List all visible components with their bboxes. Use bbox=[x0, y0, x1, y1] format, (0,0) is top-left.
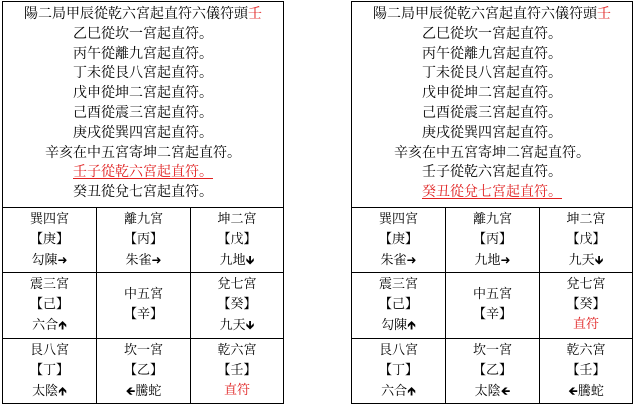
palace-deity: 🡸騰蛇 bbox=[568, 384, 604, 399]
palace-cell bbox=[446, 273, 540, 339]
palace-stem: 【壬】 bbox=[566, 363, 606, 378]
palace-stem: 【丙】 bbox=[472, 232, 512, 247]
palace-cell bbox=[3, 273, 97, 339]
palace-cell bbox=[3, 208, 97, 273]
arrow-left-icon: 🡸 bbox=[500, 384, 511, 398]
text-line: 乙巳從坎一宮起直符。 bbox=[73, 25, 213, 42]
palace-name: 震三宮 bbox=[378, 277, 418, 292]
palace-cell bbox=[97, 339, 191, 404]
palace-cell bbox=[446, 208, 540, 273]
palace-name: 震三宮 bbox=[29, 277, 69, 292]
palace-deity: 九地➜ bbox=[474, 253, 511, 268]
arrow-down-icon: 🡻 bbox=[245, 318, 255, 332]
palace-stem: 【乙】 bbox=[123, 363, 163, 378]
palace-stem: 【丁】 bbox=[29, 363, 69, 378]
arrow-down-icon: 🡻 bbox=[594, 253, 604, 267]
header-line bbox=[352, 5, 632, 25]
palace-name: 兌七宮 bbox=[217, 277, 257, 292]
text-line: 丙午從離九宮起直符。 bbox=[73, 45, 213, 62]
arrow-up-icon: 🡹 bbox=[407, 318, 416, 332]
text-line: 辛亥在中五宮寄坤二宮起直符。 bbox=[394, 144, 590, 161]
palace-deity: 🡸騰蛇 bbox=[125, 384, 162, 399]
palace-cell bbox=[540, 339, 632, 404]
palace-stem: 【癸】 bbox=[217, 297, 257, 312]
palace-cell bbox=[3, 339, 97, 404]
palace-stem: 【戊】 bbox=[217, 232, 257, 247]
palace-cell bbox=[191, 273, 283, 339]
palace-cell bbox=[540, 273, 632, 339]
palace-name: 離九宮 bbox=[123, 212, 163, 227]
arrow-up-icon: 🡹 bbox=[58, 384, 67, 398]
left-panel bbox=[2, 1, 284, 404]
text-line: 丁未從艮八宮起直符。 bbox=[422, 65, 562, 82]
palace-stem: 【辛】 bbox=[472, 307, 512, 322]
header-suffix: 壬 bbox=[597, 6, 611, 22]
text-line: 戊申從坤二宮起直符。 bbox=[422, 85, 562, 102]
arrow-left-icon: 🡸 bbox=[125, 384, 136, 398]
palace-stem: 【己】 bbox=[29, 297, 69, 312]
palace-deity: 太陰🡸 bbox=[474, 384, 511, 399]
palace-deity: 朱雀➜ bbox=[125, 253, 162, 268]
arrow-up-icon: 🡹 bbox=[407, 384, 416, 398]
arrow-right-icon: ➜ bbox=[500, 253, 511, 267]
text-line: 己酉從震三宮起直符。 bbox=[73, 104, 213, 121]
arrow-up-icon: 🡹 bbox=[58, 318, 67, 332]
arrow-right-icon: ➜ bbox=[57, 253, 68, 267]
palace-cell bbox=[352, 339, 446, 404]
palace-name: 坎一宮 bbox=[123, 343, 163, 358]
palace-cell bbox=[97, 273, 191, 339]
text-line: 乙巳從坎一宮起直符。 bbox=[422, 25, 562, 42]
palace-deity: 直符 bbox=[223, 383, 250, 398]
palace-cell bbox=[97, 208, 191, 273]
text-line: 癸丑從兌七宮起直符。 bbox=[73, 184, 213, 201]
right-text-block bbox=[352, 2, 632, 208]
text-line: 己酉從震三宮起直符。 bbox=[422, 104, 562, 121]
header-prefix: 陽二局甲辰從乾六宮起直符六儀符頭 bbox=[373, 6, 597, 22]
palace-name: 坤二宮 bbox=[566, 212, 606, 227]
palace-name: 乾六宮 bbox=[217, 343, 257, 358]
arrow-right-icon: ➜ bbox=[151, 253, 162, 267]
text-line: 辛亥在中五宮寄坤二宮起直符。 bbox=[45, 144, 241, 161]
arrow-right-icon: ➜ bbox=[406, 253, 417, 267]
text-line: 丁未從艮八宮起直符。 bbox=[73, 65, 213, 82]
header-prefix: 陽二局甲辰從乾六宮起直符六儀符頭 bbox=[24, 6, 248, 22]
palace-name: 兌七宮 bbox=[566, 277, 606, 292]
palace-deity: 九天🡻 bbox=[219, 318, 255, 333]
palace-name: 中五宮 bbox=[123, 287, 163, 302]
header-suffix: 壬 bbox=[248, 6, 262, 22]
text-line: 戊申從坤二宮起直符。 bbox=[73, 85, 213, 102]
palace-cell bbox=[191, 208, 283, 273]
arrow-down-icon: 🡻 bbox=[245, 253, 255, 267]
palace-deity: 九天🡻 bbox=[568, 253, 604, 268]
palace-cell bbox=[540, 208, 632, 273]
highlighted-line: 癸丑從兌七宮起直符。 bbox=[422, 184, 562, 201]
palace-name: 乾六宮 bbox=[566, 343, 606, 358]
palace-name: 艮八宮 bbox=[378, 343, 418, 358]
arrow-left-icon: 🡸 bbox=[568, 384, 578, 398]
palace-name: 艮八宮 bbox=[29, 343, 69, 358]
palace-name: 坤二宮 bbox=[217, 212, 257, 227]
text-line: 丙午從離九宮起直符。 bbox=[422, 45, 562, 62]
palace-cell bbox=[446, 339, 540, 404]
palace-deity: 勾陳➜ bbox=[31, 253, 68, 268]
palace-deity: 六合🡹 bbox=[381, 384, 416, 399]
palace-deity: 朱雀➜ bbox=[380, 253, 417, 268]
palace-deity: 太陰🡹 bbox=[32, 384, 67, 399]
palace-stem: 【乙】 bbox=[472, 363, 512, 378]
palace-stem: 【戊】 bbox=[566, 232, 606, 247]
palace-stem: 【丁】 bbox=[378, 363, 418, 378]
palace-cell bbox=[352, 273, 446, 339]
palace-name: 離九宮 bbox=[472, 212, 512, 227]
palace-deity: 六合🡹 bbox=[32, 318, 67, 333]
palace-stem: 【庚】 bbox=[378, 232, 418, 247]
palace-cell bbox=[191, 339, 283, 404]
palace-name: 巽四宮 bbox=[378, 212, 418, 227]
palace-stem: 【丙】 bbox=[123, 232, 163, 247]
palace-stem: 【辛】 bbox=[123, 307, 163, 322]
palace-stem: 【己】 bbox=[378, 297, 418, 312]
text-line: 壬子從乾六宮起直符。 bbox=[422, 164, 562, 181]
left-text-block bbox=[3, 2, 283, 208]
text-line: 庚戌從巽四宮起直符。 bbox=[422, 124, 562, 141]
right-palace-grid bbox=[352, 208, 632, 404]
palace-deity: 直符 bbox=[572, 317, 599, 332]
highlighted-line: 壬子從乾六宮起直符。 bbox=[73, 164, 213, 181]
left-palace-grid bbox=[3, 208, 283, 404]
palace-deity: 勾陳🡹 bbox=[381, 318, 416, 333]
palace-name: 坎一宮 bbox=[472, 343, 512, 358]
palace-stem: 【壬】 bbox=[217, 363, 257, 378]
palace-cell bbox=[352, 208, 446, 273]
palace-stem: 【癸】 bbox=[566, 297, 606, 312]
header-line bbox=[3, 5, 283, 25]
text-line: 庚戌從巽四宮起直符。 bbox=[73, 124, 213, 141]
palace-name: 中五宮 bbox=[472, 287, 512, 302]
palace-name: 巽四宮 bbox=[29, 212, 69, 227]
palace-stem: 【庚】 bbox=[29, 232, 69, 247]
palace-deity: 九地🡻 bbox=[219, 253, 255, 268]
right-panel bbox=[351, 1, 633, 404]
